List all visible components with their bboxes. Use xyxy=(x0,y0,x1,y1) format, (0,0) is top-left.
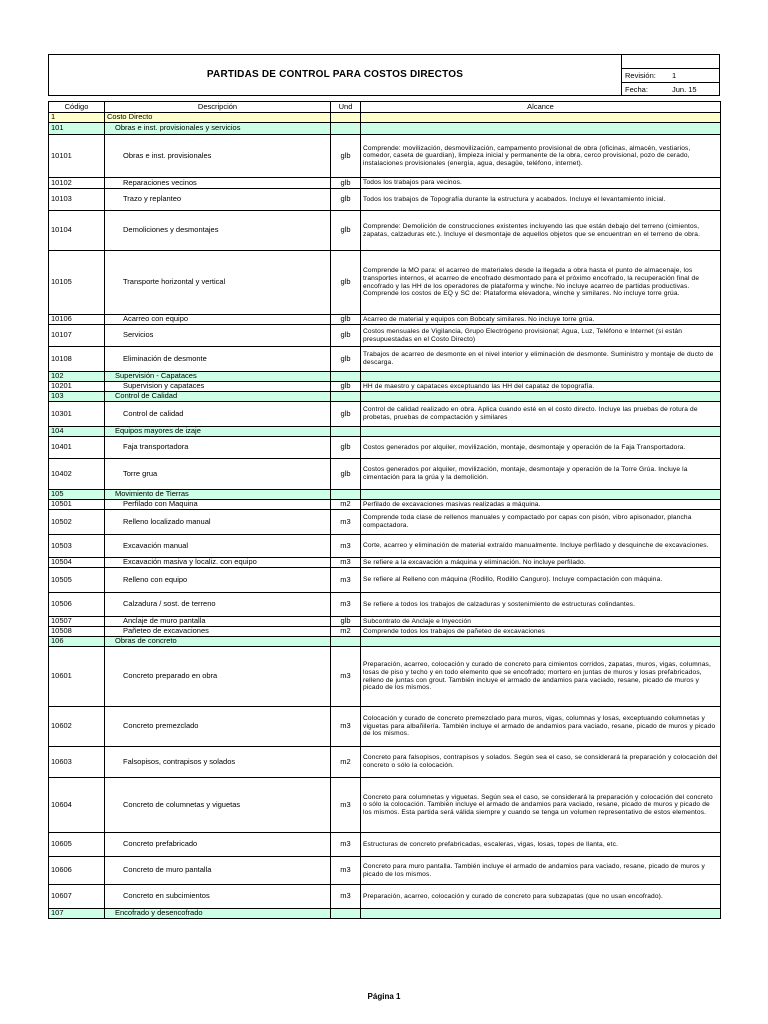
row-description: Concreto en subcimientos xyxy=(105,885,331,909)
row-alcance: Preparación, acarreo, colocación y curado de concreto para cimientos corridos, zapatas, muros, vigas, columnas, losas de piso y techo y en todo elemento que se encofrado; mortero en juntas de muros y losas prefabricados, relleno de juntas con grout. También incluye el armado de andamios para vaciado, resane, picado de muros y picado de los mismos. xyxy=(361,647,721,707)
row-alcance xyxy=(361,490,721,500)
row-unit: glb xyxy=(331,382,361,392)
row-code: 104 xyxy=(49,427,105,437)
revision-block xyxy=(621,55,720,95)
row-unit xyxy=(331,392,361,402)
row-description: Acarreo con equipo xyxy=(105,315,331,325)
row-description: Concreto preparado en obra xyxy=(105,647,331,707)
row-alcance: Costos generados por alquiler, movilización, montaje, desmontaje y operación de la Torre Grúa. Incluye la cimentación para la grúa y la demolición. xyxy=(361,459,721,490)
row-code: 10508 xyxy=(49,627,105,637)
row-alcance: Preparación, acarreo, colocación y curado de concreto para subzapatas (que no usan encofrado). xyxy=(361,885,721,909)
row-code: 10605 xyxy=(49,833,105,857)
row-unit xyxy=(331,637,361,647)
row-code: 10402 xyxy=(49,459,105,490)
row-unit: m3 xyxy=(331,833,361,857)
row-code: 10201 xyxy=(49,382,105,392)
row-alcance xyxy=(361,123,721,135)
row-code: 10602 xyxy=(49,707,105,747)
row-code: 10607 xyxy=(49,885,105,909)
partidas-table xyxy=(48,101,721,919)
row-description: Pañeteo de excavaciones xyxy=(105,627,331,637)
row-description: Eliminación de desmonte xyxy=(105,347,331,372)
row-alcance: Corte, acarreo y eliminación de material extraído manualmente. Incluye perfilado y desquinche de excavaciones. xyxy=(361,535,721,558)
row-description: Transporte horizontal y vertical xyxy=(105,251,331,315)
table-row xyxy=(49,189,721,211)
row-alcance xyxy=(361,372,721,382)
row-code: 105 xyxy=(49,490,105,500)
table-row xyxy=(49,568,721,593)
fecha-row xyxy=(622,82,720,96)
row-description: Falsopisos, contrapisos y solados xyxy=(105,747,331,778)
row-alcance: Se refiere al Relleno con máquina (Rodillo, Rodillo Canguro). Incluye compactación con máquina. xyxy=(361,568,721,593)
row-unit: glb xyxy=(331,325,361,347)
row-alcance: Trabajos de acarreo de desmonte en el nivel interior y eliminación de desmonte. Suministro y montaje de ducto de descarga. xyxy=(361,347,721,372)
row-description: Obras de concreto xyxy=(105,637,331,647)
row-description: Concreto prefabricado xyxy=(105,833,331,857)
row-unit: glb xyxy=(331,189,361,211)
table-row xyxy=(49,382,721,392)
row-code: 102 xyxy=(49,372,105,382)
row-description: Torre grua xyxy=(105,459,331,490)
row-code: 10606 xyxy=(49,857,105,885)
section-row xyxy=(49,909,721,919)
row-alcance: Costos mensuales de Vigilancia, Grupo Electrógeno provisional; Agua, Luz, Teléfono e Internet (si están presupuestadas en el Costo Directo) xyxy=(361,325,721,347)
row-unit: glb xyxy=(331,251,361,315)
section-row xyxy=(49,113,721,123)
row-alcance: Concreto para columnetas y viguetas. Según sea el caso, se considerará la preparación y colocación del concreto o sólo la colocación. También incluye el armado de andamios para vaciado, resane, picado de muros y picado de los mismos. Esta partida será válida siempre y cuando se tenga un volumen representativo de estos elementos. xyxy=(361,778,721,833)
row-description: Movimiento de Tierras xyxy=(105,490,331,500)
row-unit: m3 xyxy=(331,778,361,833)
table-header-row xyxy=(49,102,721,113)
table-row xyxy=(49,558,721,568)
document-title: PARTIDAS DE CONTROL PARA COSTOS DIRECTOS xyxy=(206,69,464,80)
table-row xyxy=(49,647,721,707)
row-code: 106 xyxy=(49,637,105,647)
row-unit: m3 xyxy=(331,857,361,885)
table-row xyxy=(49,315,721,325)
table-row xyxy=(49,747,721,778)
row-code: 10108 xyxy=(49,347,105,372)
row-unit: m3 xyxy=(331,885,361,909)
row-code: 10506 xyxy=(49,593,105,617)
row-description: Control de calidad xyxy=(105,402,331,427)
row-unit: glb xyxy=(331,135,361,178)
table-row xyxy=(49,211,721,251)
row-alcance: Perfilado de excavaciones masivas realizadas a máquina. xyxy=(361,500,721,510)
row-description: Reparaciones vecinos xyxy=(105,178,331,189)
row-alcance: Concreto para muro pantalla. También incluye el armado de andamios para vaciado, resane, picado de muros y picado de los mismos. xyxy=(361,857,721,885)
row-description: Relleno con equipo xyxy=(105,568,331,593)
row-description: Anclaje de muro pantalla xyxy=(105,617,331,627)
header-alcance: Alcance xyxy=(361,102,721,113)
row-unit: m2 xyxy=(331,747,361,778)
row-unit xyxy=(331,372,361,382)
row-alcance: Colocación y curado de concreto premezclado para muros, vigas, columnas y losas, exceptuando columnetas y viguetas para albañilería. También incluye el armado de andamios para vaciado, resane, picado de muros y picado de los mismos. xyxy=(361,707,721,747)
row-alcance xyxy=(361,637,721,647)
section-row xyxy=(49,490,721,500)
row-code: 10501 xyxy=(49,500,105,510)
row-description: Costo Directo xyxy=(105,113,331,123)
row-code: 10503 xyxy=(49,535,105,558)
row-alcance xyxy=(361,113,721,123)
row-description: Concreto premezclado xyxy=(105,707,331,747)
row-unit: glb xyxy=(331,402,361,427)
row-code: 103 xyxy=(49,392,105,402)
table-row xyxy=(49,500,721,510)
table-row xyxy=(49,459,721,490)
row-alcance: Comprende: movilización, desmovilización, campamento provisional de obra (oficinas, almacén, vestiarios, comedor, caseta de guardian), limpieza inicial y permanente de la obra, cerco provisional, pozo de cerado, instalaciones provisionales (energía, agua, desagüe, teléfono, internet). xyxy=(361,135,721,178)
row-unit: glb xyxy=(331,617,361,627)
row-description: Supervisión - Capataces xyxy=(105,372,331,382)
table-row xyxy=(49,627,721,637)
table-row xyxy=(49,135,721,178)
revision-row xyxy=(622,68,720,82)
row-code: 10601 xyxy=(49,647,105,707)
row-alcance xyxy=(361,909,721,919)
row-unit: glb xyxy=(331,347,361,372)
row-code: 10603 xyxy=(49,747,105,778)
row-code: 10301 xyxy=(49,402,105,427)
document-header xyxy=(48,54,720,96)
row-code: 10107 xyxy=(49,325,105,347)
row-code: 10401 xyxy=(49,437,105,459)
row-description: Relleno localizado manual xyxy=(105,510,331,535)
table-row xyxy=(49,251,721,315)
fecha-label: Fecha: xyxy=(625,85,648,94)
table-row xyxy=(49,402,721,427)
revision-value: 1 xyxy=(672,71,677,80)
table-row xyxy=(49,857,721,885)
row-unit xyxy=(331,113,361,123)
row-description: Perfilado con Maquina xyxy=(105,500,331,510)
header-descripcion: Descripción xyxy=(105,102,331,113)
row-alcance: Comprende: Demolición de construcciones existentes incluyendo las que están debajo del terreno (cimientos, zapatas, calzaduras etc.). Incluye el desmontaje de aquellos objetos que se encuentran en el terreno de obra. xyxy=(361,211,721,251)
row-alcance: Estructuras de concreto prefabricadas, escaleras, vigas, losas, topes de llanta, etc. xyxy=(361,833,721,857)
row-code: 10105 xyxy=(49,251,105,315)
row-alcance xyxy=(361,427,721,437)
section-row xyxy=(49,123,721,135)
row-unit: glb xyxy=(331,315,361,325)
row-code: 10106 xyxy=(49,315,105,325)
row-description: Demoliciones y desmontajes xyxy=(105,211,331,251)
row-alcance: Costos generados por alquiler, movilización, montaje, desmontaje y operación de la Faja Transportadora. xyxy=(361,437,721,459)
row-code: 10604 xyxy=(49,778,105,833)
section-row xyxy=(49,637,721,647)
row-alcance: Se refiere a todos los trabajos de calzaduras y sostenimiento de estructuras colindantes. xyxy=(361,593,721,617)
row-description: Servicios xyxy=(105,325,331,347)
row-description: Calzadura / sost. de terreno xyxy=(105,593,331,617)
row-code: 10504 xyxy=(49,558,105,568)
row-unit: glb xyxy=(331,437,361,459)
row-unit: m3 xyxy=(331,510,361,535)
row-unit: m3 xyxy=(331,568,361,593)
row-unit xyxy=(331,490,361,500)
row-code: 10505 xyxy=(49,568,105,593)
document-sheet xyxy=(48,54,720,919)
row-code: 10507 xyxy=(49,617,105,627)
row-code: 10102 xyxy=(49,178,105,189)
row-description: Excavación manual xyxy=(105,535,331,558)
row-alcance: Subcontrato de Anclaje e Inyección xyxy=(361,617,721,627)
row-unit: m2 xyxy=(331,500,361,510)
fecha-value: Jun. 15 xyxy=(672,85,697,94)
table-row xyxy=(49,778,721,833)
header-und: Und xyxy=(331,102,361,113)
row-unit xyxy=(331,123,361,135)
row-code: 10101 xyxy=(49,135,105,178)
table-row xyxy=(49,833,721,857)
row-unit: m3 xyxy=(331,707,361,747)
row-unit: m2 xyxy=(331,627,361,637)
row-unit xyxy=(331,909,361,919)
row-description: Obras e inst. provisionales y servicios xyxy=(105,123,331,135)
row-code: 101 xyxy=(49,123,105,135)
table-body xyxy=(49,113,721,919)
table-row xyxy=(49,178,721,189)
row-alcance xyxy=(361,392,721,402)
row-unit xyxy=(331,427,361,437)
section-row xyxy=(49,392,721,402)
row-alcance: Concreto para falsopisos, contrapisos y solados. Según sea el caso, se considerará la preparación y colocación del concreto o sólo la colocación. xyxy=(361,747,721,778)
header-codigo: Código xyxy=(49,102,105,113)
row-alcance: Acarreo de material y equipos con Bobcaty similares. No incluye torre grúa. xyxy=(361,315,721,325)
table-row xyxy=(49,437,721,459)
row-description: Equipos mayores de izaje xyxy=(105,427,331,437)
revision-label: Revisión: xyxy=(625,71,656,80)
section-row xyxy=(49,427,721,437)
table-row xyxy=(49,885,721,909)
row-code: 107 xyxy=(49,909,105,919)
row-unit: glb xyxy=(331,178,361,189)
row-alcance: Comprende toda clase de rellenos manuales y compactado por capas con pisón, vibro apisonador, plancha compactadora. xyxy=(361,510,721,535)
row-code: 1 xyxy=(49,113,105,123)
row-alcance: Control de calidad realizado en obra. Aplica cuando esté en el costo directo. Incluye las pruebas de rotura de probetas, pruebas de compactación y similares xyxy=(361,402,721,427)
table-row xyxy=(49,617,721,627)
table-row xyxy=(49,535,721,558)
row-unit: m3 xyxy=(331,593,361,617)
row-description: Concreto de muro pantalla xyxy=(105,857,331,885)
row-description: Supervision y capataces xyxy=(105,382,331,392)
row-description: Control de Calidad xyxy=(105,392,331,402)
row-unit: m3 xyxy=(331,647,361,707)
table-row xyxy=(49,325,721,347)
table-row xyxy=(49,707,721,747)
section-row xyxy=(49,372,721,382)
row-description: Trazo y replanteo xyxy=(105,189,331,211)
table-row xyxy=(49,510,721,535)
row-alcance: HH de maestro y capataces exceptuando las HH del capataz de topografía. xyxy=(361,382,721,392)
row-alcance: Comprende la MO para: el acarreo de materiales desde la llegada a obra hasta el punto de almacenaje, los transportes internos, el acarreo de encofrado desmontado para el próximo encofrado, la recuperación final de encofrado y las HH de los operadores de plataforma y winche. No incluye acarreo de partidas productivas. Comprende los costos de EQ y SC de: Plataforma elevadora, winche y similares. No incluye torre grúa. xyxy=(361,251,721,315)
row-description: Faja transportadora xyxy=(105,437,331,459)
row-unit: m3 xyxy=(331,535,361,558)
row-unit: m3 xyxy=(331,558,361,568)
page-footer: Página 1 xyxy=(367,992,401,1001)
table-row xyxy=(49,593,721,617)
row-code: 10502 xyxy=(49,510,105,535)
row-code: 10104 xyxy=(49,211,105,251)
table-row xyxy=(49,347,721,372)
row-unit: glb xyxy=(331,459,361,490)
row-code: 10103 xyxy=(49,189,105,211)
row-alcance: Todos los trabajos de Topografía durante la estructura y acabados. Incluye el levantamiento inicial. xyxy=(361,189,721,211)
row-description: Encofrado y desencofrado xyxy=(105,909,331,919)
row-description: Concreto de columnetas y viguetas xyxy=(105,778,331,833)
row-unit: glb xyxy=(331,211,361,251)
row-alcance: Se refiere a la excavación a máquina y eliminación. No incluye perfilado. xyxy=(361,558,721,568)
row-description: Obras e inst. provisionales xyxy=(105,135,331,178)
row-alcance: Comprende todos los trabajos de pañeteo de excavaciones xyxy=(361,627,721,637)
row-alcance: Todos los trabajos para vecinos. xyxy=(361,178,721,189)
row-description: Excavación masiva y localiz. con equipo xyxy=(105,558,331,568)
